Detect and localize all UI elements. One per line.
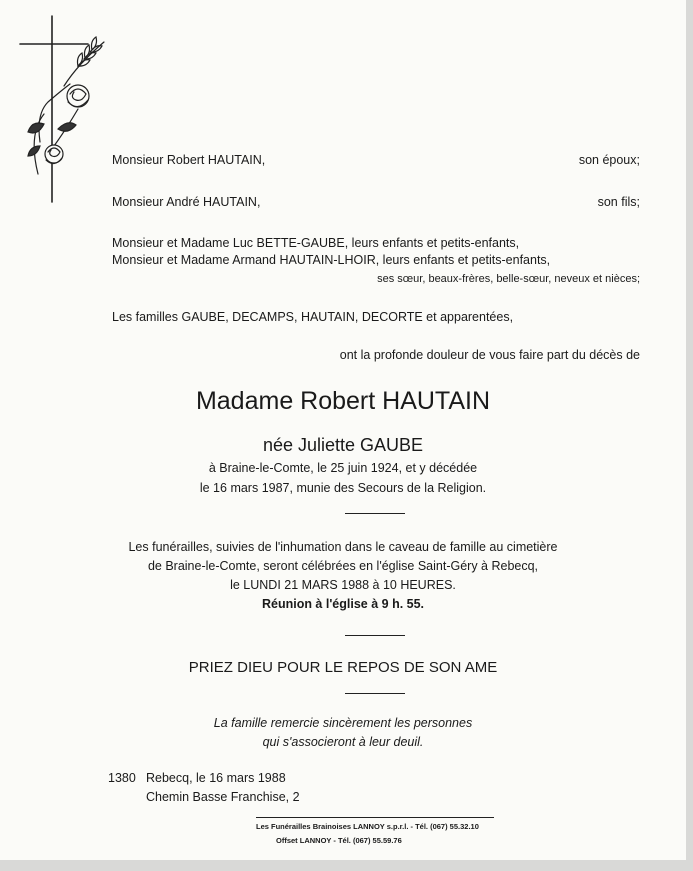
family-line-1: Monsieur et Madame Luc BETTE-GAUBE, leurs enfants et petits-enfants, [112,236,520,250]
siblings-line: ses sœur, beaux-frères, belle-sœur, neveux et nièces; [377,273,640,285]
announcement-line: ont la profonde douleur de vous faire part du décès de [339,348,640,362]
maiden-name: née Juliette GAUBE [262,435,424,455]
relative-husband-relation: son époux; [578,153,640,167]
divider-2 [345,635,405,636]
address-street: Chemin Basse Franchise, 2 [146,790,300,804]
family-line-2: Monsieur et Madame Armand HAUTAIN-LHOIR, leurs enfants et petits-enfants, [112,253,551,267]
relative-husband-name: Monsieur Robert HAUTAIN, [112,153,266,167]
divider-3 [345,693,405,694]
deceased-name: Madame Robert HAUTAIN [195,387,491,415]
birth-line: à Braine-le-Comte, le 25 juin 1924, et y décédée [208,461,478,475]
printer-divider [256,817,494,818]
families-line: Les familles GAUBE, DECAMPS, HAUTAIN, DECORTE et apparentées, [112,310,514,324]
gathering-line: Réunion à l'église à 9 h. 55. [261,597,425,611]
divider-1 [345,513,405,514]
printer-line-1: Les Funérailles Brainoises LANNOY s.p.r.l. - Tél. (067) 55.32.10 [256,822,479,831]
cross-with-roses-icon [18,14,110,204]
address-postcode: 1380 [108,771,136,785]
relative-son-name: Monsieur André HAUTAIN, [112,195,261,209]
thanks-line-2: qui s'associeront à leur deuil. [262,735,424,749]
funeral-line-1: Les funérailles, suivies de l'inhumation dans le caveau de famille au cimetière [128,540,558,554]
printer-line-2: Offset LANNOY - Tél. (067) 55.59.76 [276,836,402,845]
thanks-line-1: La famille remercie sincèrement les personnes [213,716,473,730]
address-place-date: Rebecq, le 16 mars 1988 [146,771,286,785]
funeral-line-2: de Braine-le-Comte, seront célébrées en l'église Saint-Géry à Rebecq, [147,559,539,573]
funeral-line-3: le LUNDI 21 MARS 1988 à 10 HEURES. [230,578,456,592]
death-line: le 16 mars 1987, munie des Secours de la Religion. [199,481,487,495]
prayer-line: PRIEZ DIEU POUR LE REPOS DE SON AME [188,659,498,676]
relative-son-relation: son fils; [597,195,640,209]
